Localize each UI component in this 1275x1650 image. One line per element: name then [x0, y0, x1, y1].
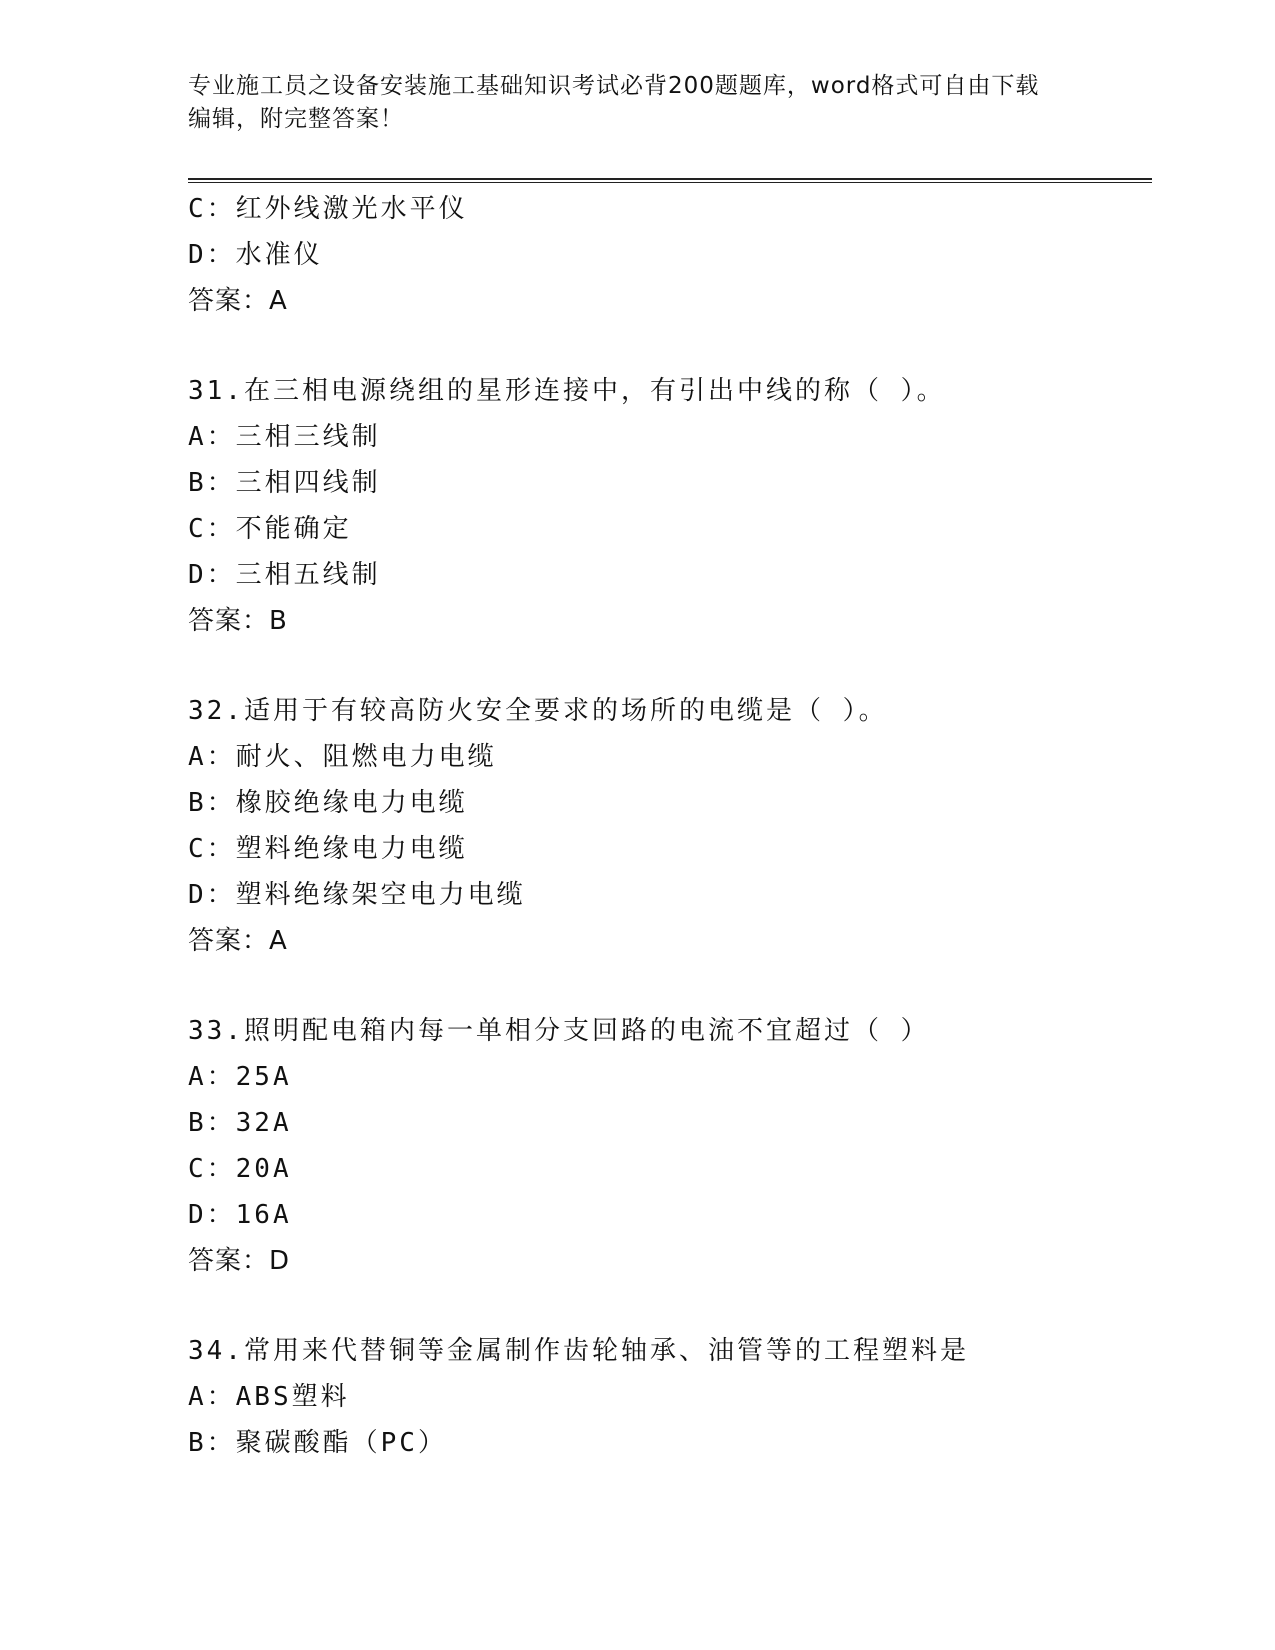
option-b: B：橡胶绝缘电力电缆	[188, 788, 468, 818]
option-c: C：不能确定	[188, 514, 352, 544]
answer-line: 答案：B	[188, 606, 288, 636]
answer-line: 答案：D	[188, 1246, 291, 1276]
question-33	[188, 1008, 1152, 1284]
option-d: D：塑料绝缘架空电力电缆	[188, 880, 526, 910]
question-32	[188, 688, 1152, 964]
question-stem: 33.照明配电箱内每一单相分支回路的电流不宜超过（ ）	[188, 1016, 930, 1046]
option-a: A：三相三线制	[188, 422, 381, 452]
option-b: B：三相四线制	[188, 468, 381, 498]
option-b: B：32A	[188, 1108, 292, 1138]
option-c: C：20A	[188, 1154, 292, 1184]
question-stem: 32.适用于有较高防火安全要求的场所的电缆是（ ）。	[188, 696, 888, 726]
header-line-2: 编辑，附完整答案！	[188, 106, 404, 132]
option-d: D：水准仪	[188, 240, 323, 270]
header-line-1: 专业施工员之设备安装施工基础知识考试必背200题题库，word格式可自由下载	[188, 73, 1040, 99]
question-fragment	[188, 186, 1152, 324]
question-list	[188, 186, 1152, 1466]
option-d: D：16A	[188, 1200, 292, 1230]
answer-line: 答案：A	[188, 286, 288, 316]
document-header	[188, 70, 1068, 136]
option-b: B：聚碳酸酯（PC）	[188, 1428, 447, 1458]
option-a: A：ABS塑料	[188, 1382, 350, 1412]
answer-line: 答案：A	[188, 926, 288, 956]
option-a: A：耐火、阻燃电力电缆	[188, 742, 497, 772]
question-stem: 34.常用来代替铜等金属制作齿轮轴承、油管等的工程塑料是	[188, 1336, 969, 1366]
option-c: C：塑料绝缘电力电缆	[188, 834, 468, 864]
option-a: A：25A	[188, 1062, 292, 1092]
question-stem: 31.在三相电源绕组的星形连接中，有引出中线的称（ ）。	[188, 376, 946, 406]
option-d: D：三相五线制	[188, 560, 381, 590]
question-31	[188, 368, 1152, 644]
question-34	[188, 1328, 1152, 1466]
header-divider	[188, 178, 1152, 183]
option-c: C：红外线激光水平仪	[188, 194, 468, 224]
